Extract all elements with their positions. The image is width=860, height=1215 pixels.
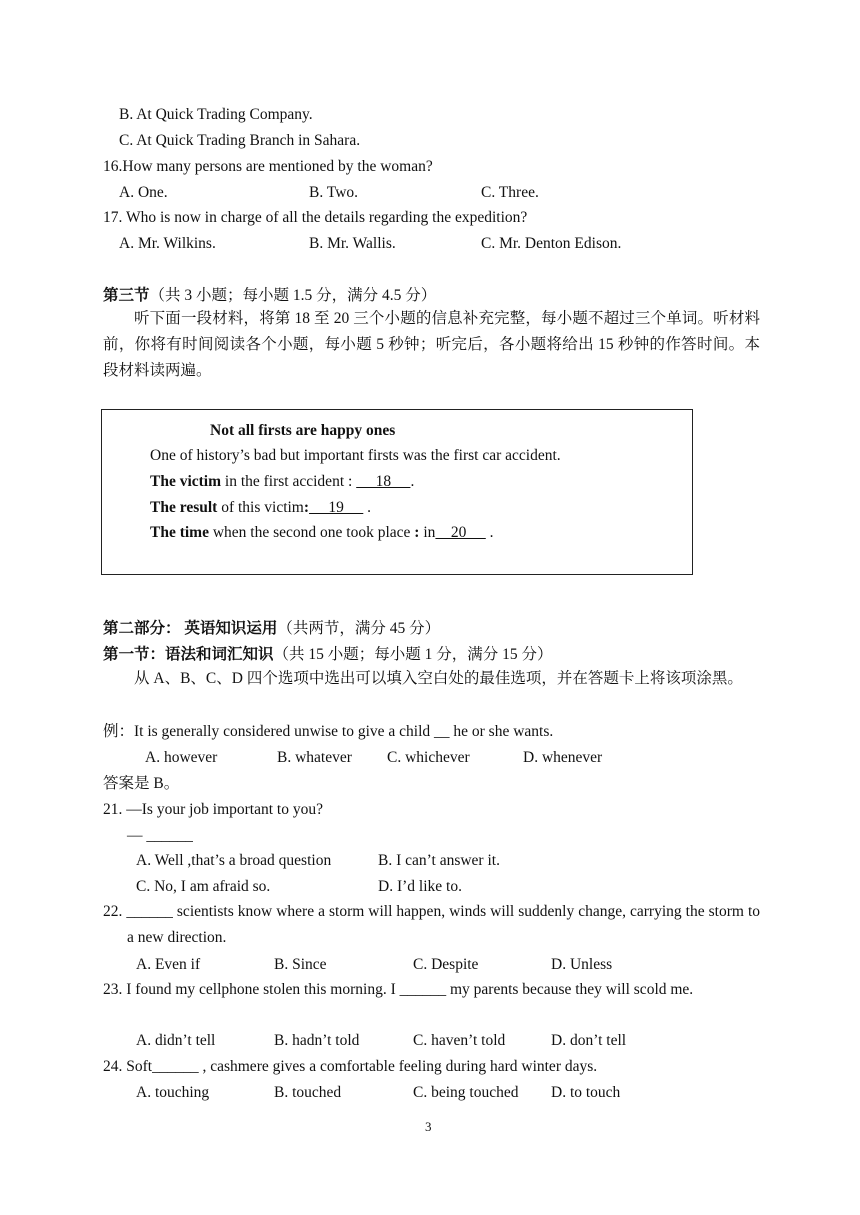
part2-meta: （共两节，满分 45 分）	[277, 620, 441, 637]
q23-option-b: B. hadn’t told	[274, 1032, 360, 1049]
q24-option-b: B. touched	[274, 1084, 342, 1101]
example-text: 例：It is generally considered unwise to give a child __ he or she wants.	[103, 723, 554, 740]
q22-option-a: A. Even if	[136, 956, 201, 973]
section3-instructions: 听下面一段材料，将第 18 至 20 三个小题的信息补充完整，每小题不超过三个单词。听材料前，你将有时间阅读各个小题，每小题 5 秒钟；听完后，各小题将给出 15 秒钟的作答时间。本段材料读两遍。	[103, 310, 760, 379]
section1-title: 第一节：语法和词汇知识	[103, 646, 274, 663]
q17-text: 17. Who is now in charge of all the details regarding the expedition?	[103, 209, 528, 226]
q24-text: 24. Soft______ , cashmere gives a comfortable feeling during hard winter days.	[103, 1058, 598, 1075]
q23-option-c: C. haven’t told	[413, 1032, 506, 1049]
q15-option-b: B. At Quick Trading Company.	[119, 106, 313, 123]
q24-option-d: D. to touch	[551, 1084, 621, 1101]
q21-reply: ― ______	[127, 827, 193, 844]
section3-title: 第三节	[103, 287, 150, 304]
q21-option-c: C. No, I am afraid so.	[136, 878, 271, 895]
box-line-1: One of history’s bad but important firsts was the first car accident.	[150, 447, 561, 464]
q16-text: 16.How many persons are mentioned by the woman?	[103, 158, 433, 175]
example-option-b: B. whatever	[277, 749, 352, 766]
box-line-2	[150, 472, 414, 492]
q21-option-a: A. Well ,that’s a broad question	[136, 852, 332, 869]
example-answer: 答案是 B。	[103, 775, 180, 792]
q21-text: 21. ―Is your job important to you?	[103, 801, 323, 818]
q22-option-d: D. Unless	[551, 956, 613, 973]
q24-option-a: A. touching	[136, 1084, 210, 1101]
q22-option-b: B. Since	[274, 956, 327, 973]
section1-heading	[103, 645, 553, 665]
time-label: The time	[150, 524, 209, 541]
time-end: .	[485, 524, 494, 541]
result-end: .	[363, 499, 372, 516]
blank-19: 19	[309, 499, 364, 516]
part2-title: 第二部分： 英语知识运用	[103, 620, 278, 637]
result-colon: :	[303, 499, 310, 516]
victim-text: in the first accident :	[221, 473, 357, 490]
victim-label: The victim	[150, 473, 222, 490]
example-option-d: D. whenever	[523, 749, 603, 766]
q23-option-a: A. didn’t tell	[136, 1032, 216, 1049]
box-line-4	[150, 523, 494, 543]
page-number: 3	[425, 1119, 432, 1134]
q23-text: 23. I found my cellphone stolen this morning. I ______ my parents because they will scold me.	[103, 981, 694, 998]
q16-option-a: A. One.	[119, 184, 168, 201]
q17-option-b: B. Mr. Wallis.	[309, 235, 396, 252]
fill-in-box	[101, 409, 693, 575]
q22-text: 22. ______ scientists know where a storm will happen, winds will suddenly change, carrying the storm to a new direction.	[103, 903, 760, 946]
q24-option-c: C. being touched	[413, 1084, 519, 1101]
q22-option-c: C. Despite	[413, 956, 479, 973]
result-label: The result	[150, 499, 218, 516]
q21-option-d: D. I’d like to.	[378, 878, 462, 895]
box-line-3	[150, 498, 371, 518]
q16-option-c: C. Three.	[481, 184, 539, 201]
q15-option-c: C. At Quick Trading Branch in Sahara.	[119, 132, 361, 149]
q16-option-b: B. Two.	[309, 184, 359, 201]
q17-option-a: A. Mr. Wilkins.	[119, 235, 216, 252]
q17-option-c: C. Mr. Denton Edison.	[481, 235, 622, 252]
blank-20: 20	[435, 524, 486, 541]
section3-meta: （共 3 小题；每小题 1.5 分，满分 4.5 分）	[149, 287, 437, 304]
time-text: when the second one took place	[208, 524, 415, 541]
example-option-a: A. however	[145, 749, 218, 766]
box-title: Not all firsts are happy ones	[210, 422, 396, 439]
blank-18: 18	[356, 473, 411, 490]
q23-option-d: D. don’t tell	[551, 1032, 627, 1049]
time-in: in	[419, 524, 436, 541]
victim-end: .	[410, 473, 415, 490]
example-option-c: C. whichever	[387, 749, 470, 766]
result-text: of this victim	[217, 499, 304, 516]
section1-instructions: 从 A、B、C、D 四个选项中选出可以填入空白处的最佳选项，并在答题卡上将该项涂黑。	[134, 670, 743, 687]
section1-meta: （共 15 小题；每小题 1 分，满分 15 分）	[273, 646, 553, 663]
q21-option-b: B. I can’t answer it.	[378, 852, 500, 869]
part2-heading	[103, 619, 440, 639]
time-colon: :	[414, 524, 420, 541]
section3-heading	[103, 286, 436, 306]
